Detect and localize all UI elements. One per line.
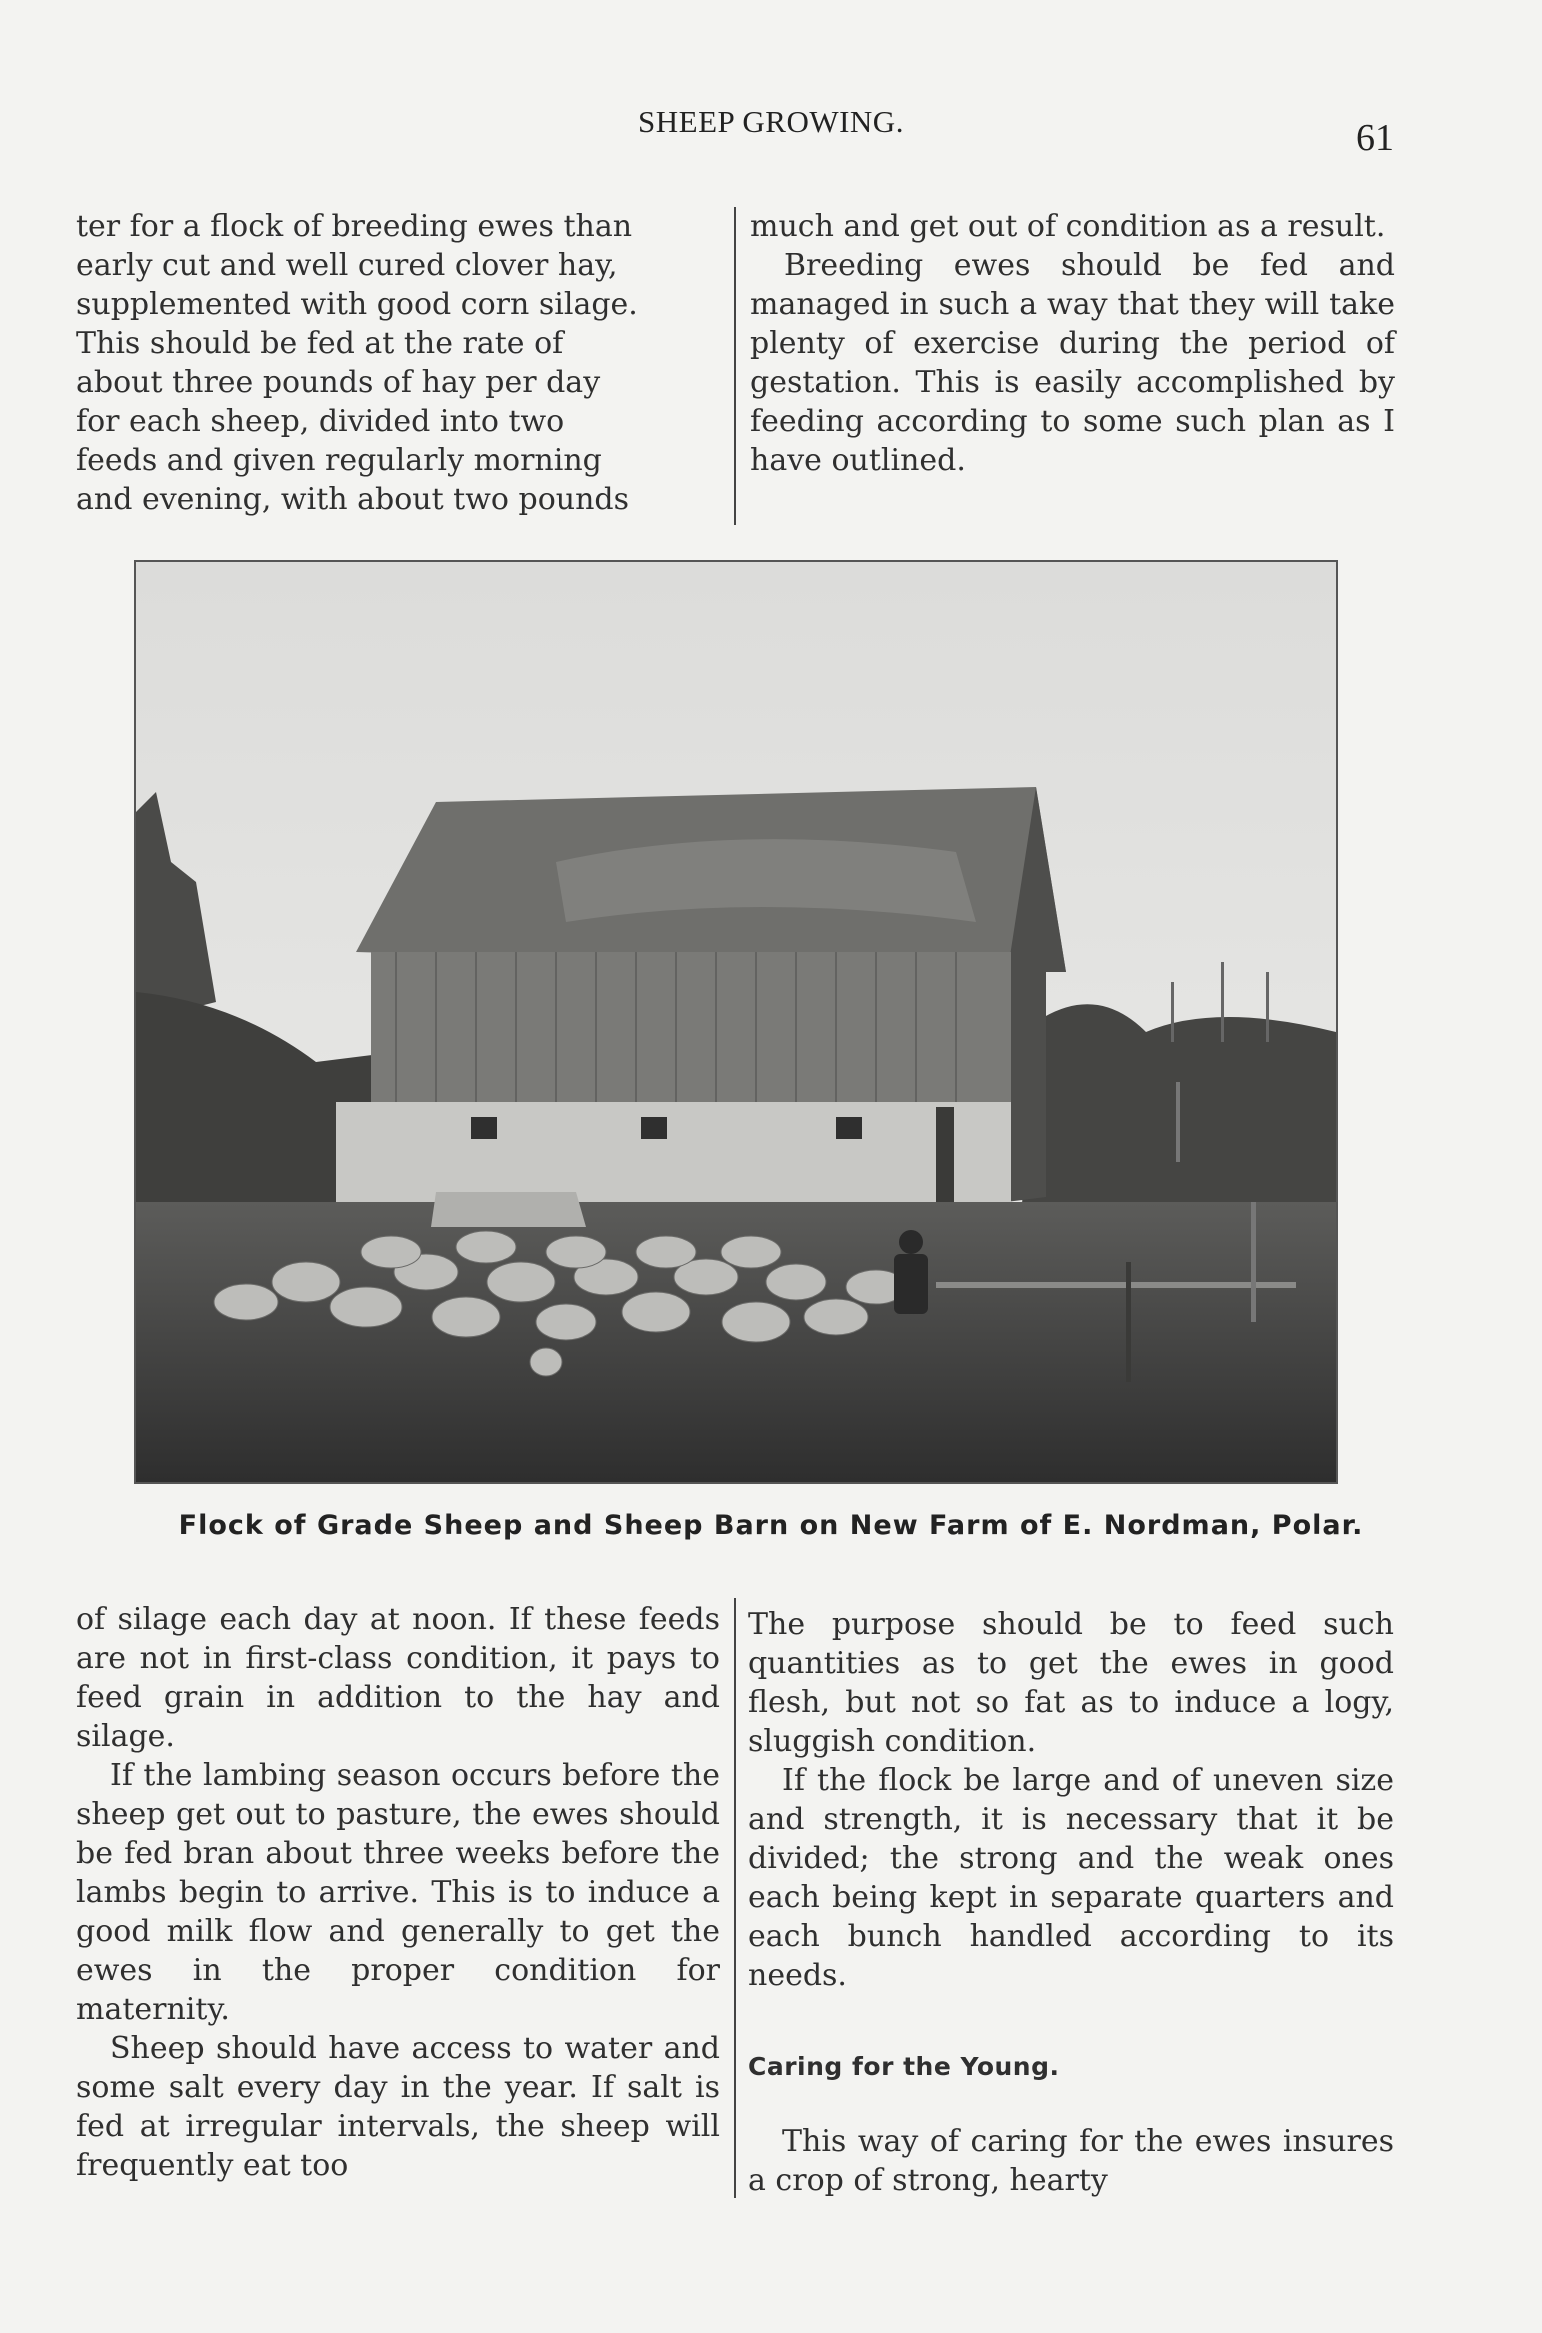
column-divider [734,1598,736,2198]
paragraph: much and get out of condition as a result. [750,209,1386,244]
running-title: SHEEP GROWING. [638,104,904,139]
text-line: and evening, with about two pounds [76,482,630,517]
paragraph: This way of caring for the ewes insures a crop of strong, hearty [748,2124,1394,2198]
column-divider [734,207,736,525]
text-line: feeds and given regularly morning [76,443,602,478]
paragraph: Sheep should have access to water and some salt every day in the year. If salt is fed at irregular intervals, the sheep will frequently eat too [76,2031,720,2183]
section-subheading: Caring for the Young. [748,2052,1060,2081]
text-line: for each sheep, divided into two [76,404,565,439]
text-line: supplemented with good corn silage. [76,287,638,322]
paragraph: If the flock be large and of uneven size and strength, it is necessary that it be divided; the strong and the weak ones each being kept in separate quarters and each bunch handled according to its needs. [748,1763,1394,1993]
paragraph: Breeding ewes should be fed and managed in such a way that they will take plenty of exercise during the period of gestation. This is easily accomplished by feeding according to some such plan as I have outlined. [750,248,1395,478]
top-right-column [750,207,1395,480]
text-line: early cut and well cured clover hay, [76,248,618,283]
figure-caption: Flock of Grade Sheep and Sheep Barn on New Farm of E. Nordman, Polar. [178,1510,1364,1541]
text-line: This should be fed at the rate of [76,326,564,361]
paragraph: If the lambing season occurs before the sheep get out to pasture, the ewes should be fed bran about three weeks before the lambs begin to arrive. This is to induce a good milk flow and generally to get the ewes in the proper condition for maternity. [76,1758,720,2027]
bottom-right-column [748,1605,1394,2200]
paragraph: of silage each day at noon. If these feeds are not in first-class condition, it pays to feed grain in addition to the hay and silage. [76,1602,720,1754]
page-number: 61 [1356,117,1394,159]
paragraph: The purpose should be to feed such quantities as to get the ewes in good flesh, but not so fat as to induce a logy, sluggish condition. [748,1607,1394,1759]
text-line: ter for a flock of breeding ewes than [76,209,633,244]
text-line: about three pounds of hay per day [76,365,601,400]
bottom-left-column [76,1600,720,2185]
barn-photograph [134,560,1338,1484]
top-left-column [76,207,724,519]
barn-photo-illustration [136,562,1336,1482]
